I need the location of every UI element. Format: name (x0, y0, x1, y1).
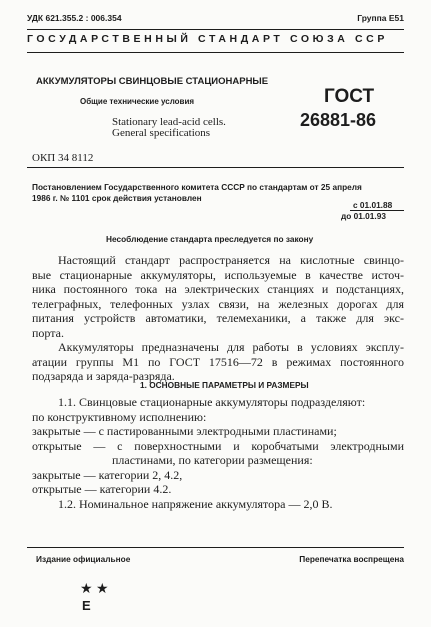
decree-line1: Постановлением Государственного комитета СССР по стандартам от 25 апреля (32, 182, 362, 192)
official-edition-label: Издание официальное (36, 554, 131, 564)
text-line: подзаряда и заряда-разряда. (32, 369, 175, 383)
text-line: открытые — с поверхностными и коробчатыми электродными (32, 438, 404, 453)
edition-letter: Е (82, 598, 91, 613)
text-line: закрытые — с пастированными электродными пластинами; (32, 424, 337, 438)
text-line: ника постоянного тока на электрических станциях и подстанциях, (32, 282, 404, 296)
top-rule (27, 29, 404, 30)
udk-code: УДК 621.355.2 : 006.354 (27, 13, 122, 23)
gost-number: 26881-86 (300, 110, 377, 130)
text-line: телеграфных, телефонных узлах связи, на железных дорогах для (32, 296, 404, 311)
english-title-line1: Stationary lead-acid cells. (112, 116, 226, 128)
section-heading: 1. ОСНОВНЫЕ ПАРАМЕТРЫ И РАЗМЕРЫ (140, 380, 309, 390)
group-code: Группа Е51 (357, 13, 404, 23)
validity-to: до 01.01.93 (341, 211, 386, 221)
text-line: 1.2. Номинальное напряжение аккумулятора — 2,0 В. (58, 496, 333, 511)
legal-warning: Несоблюдение стандарта преследуется по закону (106, 234, 314, 244)
text-line: питания устройств автоматики, телемеханики, а также для экс- (32, 311, 404, 325)
title-rule (27, 167, 404, 168)
validity-from: с 01.01.88 (353, 200, 393, 210)
english-title-line2: General specifications (112, 127, 211, 139)
footer-rule (27, 547, 404, 548)
document-title: АККУМУЛЯТОРЫ СВИНЦОВЫЕ СТАЦИОНАРНЫЕ (36, 76, 269, 87)
text-line: 1.1. Свинцовые стационарные аккумуляторы подразделяют: (58, 395, 366, 409)
section-1-body (32, 395, 404, 511)
intro-paragraph-2 (32, 340, 404, 384)
text-line: пластинами, по категории размещения: (112, 453, 313, 467)
text-line: порта. (32, 325, 64, 340)
reprint-prohibited-label: Перепечатка воспрещена (299, 554, 404, 564)
standard-banner: ГОСУДАРСТВЕННЫЙ СТАНДАРТ СОЮЗА ССР (27, 33, 388, 45)
gost-label: ГОСТ (324, 86, 375, 107)
text-line: закрытые — категории 2, 4.2, (32, 467, 183, 482)
text-line: Аккумуляторы предназначены для работы в условиях эксплу- (58, 340, 404, 354)
okp-code: ОКП 34 8112 (32, 152, 94, 164)
text-line: по конструктивному исполнению: (32, 409, 207, 424)
decree-line2: 1986 г. № 1101 срок действия установлен (32, 193, 202, 203)
text-line: вые стационарные аккумуляторы, используемые в качестве источ- (32, 267, 404, 282)
banner-rule (27, 52, 404, 53)
document-subtitle: Общие технические условия (80, 97, 195, 106)
text-line: Настоящий стандарт распространяется на кислотные свинцо- (58, 253, 404, 267)
intro-paragraph-1 (32, 253, 404, 340)
edition-stars: ★ ★ (80, 582, 109, 597)
text-line: открытые — категории 4.2. (32, 482, 172, 496)
text-line: атации группы М1 по ГОСТ 17516—72 в режимах постоянного (32, 354, 404, 369)
